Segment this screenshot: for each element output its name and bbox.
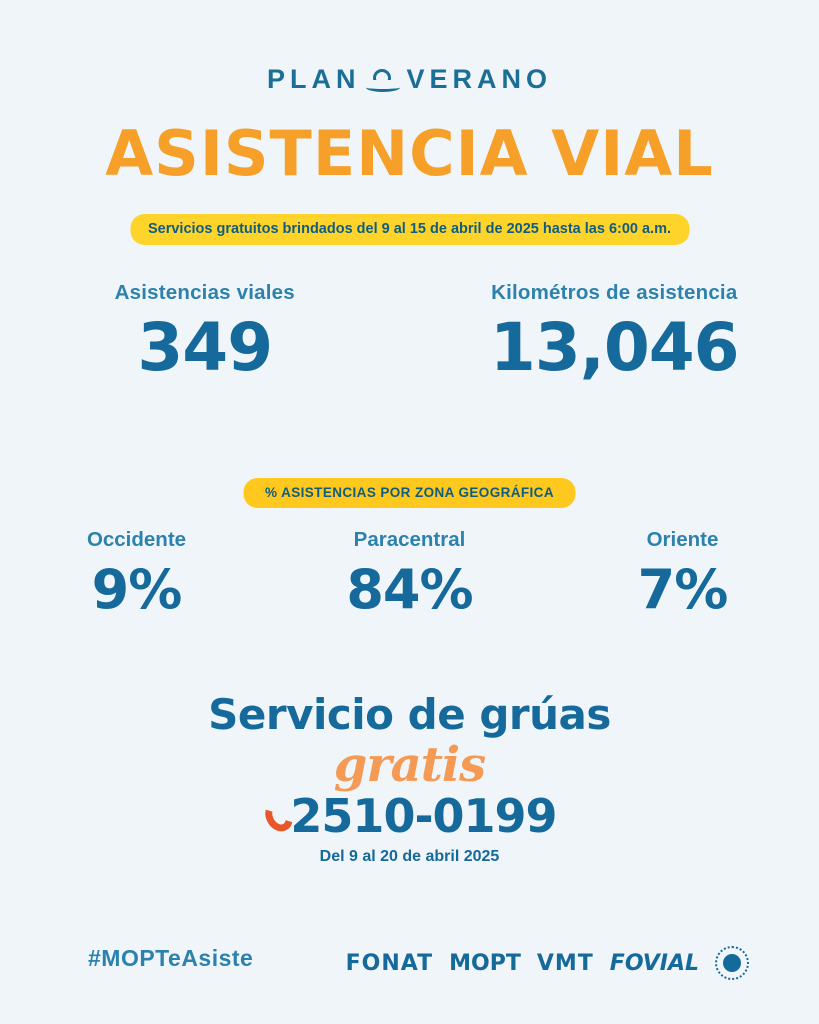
phone-icon [262, 798, 288, 834]
hashtag: #MOPTeAsiste [88, 945, 254, 971]
stats-row [0, 281, 819, 386]
logo-mopt: MOPT [449, 950, 521, 976]
tow-service-dates: Del 9 al 20 de abril 2025 [319, 848, 500, 865]
brand-word-right: VERANO [406, 64, 552, 94]
zone-label: Paracentral [353, 528, 466, 551]
logo-fonat: FONAT [345, 950, 434, 976]
zone-item [546, 528, 819, 621]
stat-label: Kilométros de asistencia [491, 281, 738, 304]
service-period-banner: Servicios gratuitos brindados del 9 al 15 de abril de 2025 hasta las 6:00 a.m. [130, 214, 689, 245]
tow-service-title: Servicio de grúas [208, 690, 611, 739]
stat-value: 13,046 [489, 309, 739, 386]
logo-fovial: FOVIAL [609, 950, 699, 976]
logo-vmt: VMT [536, 950, 594, 976]
zone-item [273, 528, 546, 621]
zone-label: Occidente [86, 528, 187, 551]
zone-value: 9% [91, 558, 182, 621]
phone-row[interactable] [0, 789, 819, 843]
footer-logos [346, 946, 749, 980]
zone-section-badge: % ASISTENCIAS POR ZONA GEOGRÁFICA [243, 478, 576, 508]
phone-number[interactable]: 2510-0199 [290, 789, 557, 843]
government-seal-icon [715, 946, 749, 980]
zone-value: 7% [637, 558, 728, 621]
sun-wave-icon [366, 66, 400, 94]
stat-value: 349 [137, 309, 273, 386]
brand-logo [0, 64, 819, 95]
zone-item [0, 528, 273, 621]
page-title: ASISTENCIA VIAL [105, 117, 714, 190]
stat-item [410, 281, 819, 386]
zone-row [0, 528, 819, 621]
zone-value: 84% [346, 558, 473, 621]
stat-item [0, 281, 410, 386]
zone-label: Oriente [646, 528, 719, 551]
brand-word-left: PLAN [266, 64, 361, 94]
stat-label: Asistencias viales [114, 281, 295, 304]
tow-service-free-label: gratis [333, 737, 486, 793]
